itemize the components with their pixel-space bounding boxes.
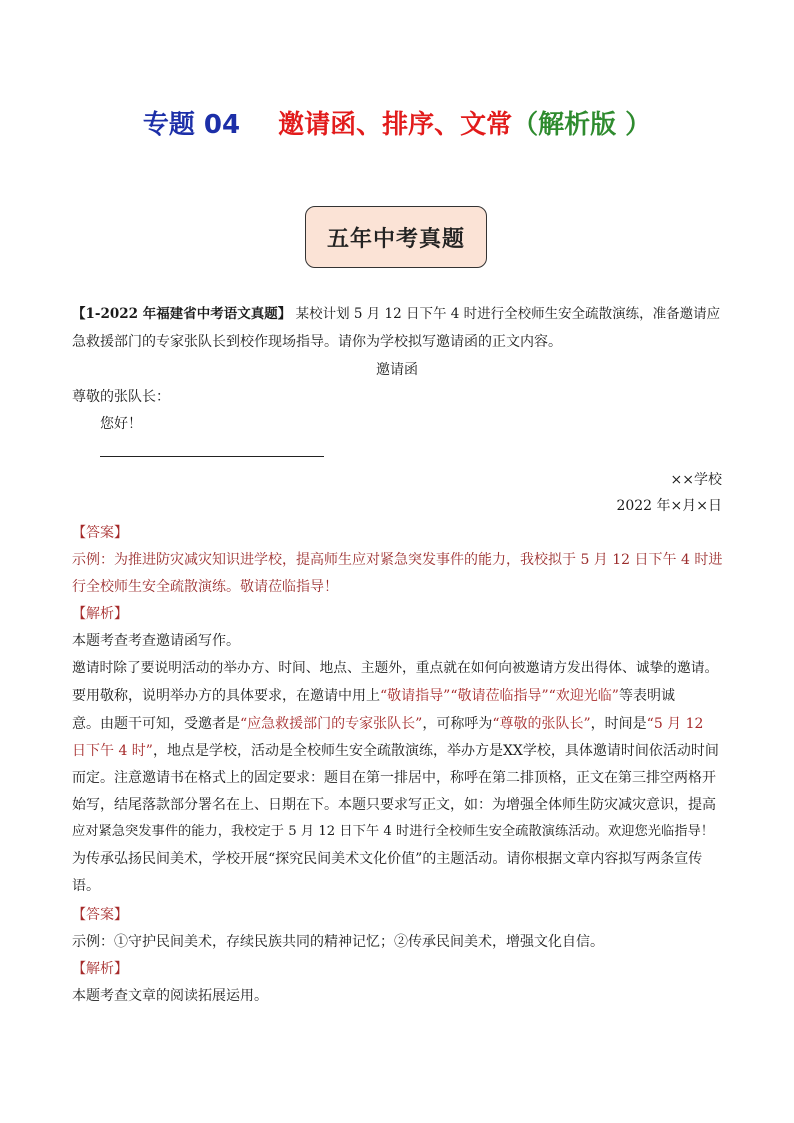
section-banner: 五年中考真题 <box>305 206 487 268</box>
analysis1-line3-text: 要用敬称，说明举办方的具体要求，在邀请中用上 <box>72 688 380 704</box>
answer2-text: 示例：①守护民间美术，存续民族共同的精神记忆；②传承民间美术，增强文化自信。 <box>72 934 604 950</box>
letter-title: 邀请函 <box>376 362 418 378</box>
analysis1-line5-quote: 日下午 4 时” <box>72 743 153 759</box>
analysis1-line3-quote: “敬请指导”“敬请莅临指导”“欢迎光临” <box>380 688 619 704</box>
analysis1-line3 <box>72 686 722 706</box>
answer2-label: 【答案】 <box>72 907 128 923</box>
analysis1-line4-quote-c: “5 月 12 <box>646 716 704 732</box>
answer-blank-line <box>100 456 324 457</box>
question1-stem-line2: 急救援部门的专家张队长到校作现场指导。请你为学校拟写邀请函的正文内容。 <box>72 334 562 350</box>
analysis1-line4-text-a: 意。由题干可知，受邀者是 <box>72 716 240 732</box>
analysis1-line6: 而定。注意邀请书在格式上的固定要求：题目在第一排居中，称呼在第二排顶格，正文在第三排空两格开 <box>72 770 716 786</box>
question1-stem-text: 某校计划 5 月 12 日下午 4 时进行全校师生安全疏散演练，准备邀请应 <box>295 306 721 322</box>
analysis1-label: 【解析】 <box>72 606 128 622</box>
analysis1-line5 <box>72 741 722 761</box>
question2-line2: 语。 <box>72 878 100 894</box>
analysis1-line7: 始写，结尾落款部分署名在上、日期在下。本题只要求写正文，如：为增强全体师生防灾减灾意识，提高 <box>72 797 716 813</box>
question1-tag: 【1-2022 年福建省中考语文真题】 <box>72 306 292 322</box>
question2-line1: 为传承弘扬民间美术，学校开展“探究民间美术文化价值”的主题活动。请你根据文章内容拟写两条宣传 <box>72 851 703 867</box>
letter-salutation: 尊敬的张队长： <box>72 389 170 405</box>
answer1-line2: 行全校师生安全疏散演练。敬请莅临指导！ <box>72 579 338 595</box>
analysis1-line4 <box>72 714 722 734</box>
question1-stem-line1 <box>72 304 722 324</box>
analysis1-line4-text-c: ，时间是 <box>590 716 647 732</box>
analysis1-line5-text: ，地点是学校，活动是全校师生安全疏散演练，举办方是XX学校，具体邀请时间依活动时间 <box>152 743 719 759</box>
analysis2-label: 【解析】 <box>72 961 128 977</box>
letter-greeting: 您好！ <box>100 416 142 432</box>
analysis1-line4-quote-b: “尊敬的张队长” <box>492 716 591 732</box>
analysis1-line4-quote-a: “应急救援部门的专家张队长” <box>240 716 423 732</box>
answer1-line1: 示例：为推进防灾减灾知识进学校，提高师生应对紧急突发事件的能力，我校拟于 5 月 12 日下午 4 时进 <box>72 552 723 568</box>
analysis1-line3-tail: 等表明诚 <box>618 688 675 704</box>
analysis1-line2: 邀请时除了要说明活动的举办方、时间、地点、主题外，重点就在如何向被邀请方发出得体、诚挚的邀请。 <box>72 660 719 676</box>
analysis1-line1: 本题考查考查邀请函写作。 <box>72 633 240 649</box>
title-main: 邀请函、排序、文常 <box>278 110 513 140</box>
page-title <box>0 104 794 141</box>
analysis1-line8: 应对紧急突发事件的能力，我校定于 5 月 12 日下午 4 时进行全校师生安全疏散演练活动。欢迎您光临指导！ <box>72 824 714 839</box>
title-subtitle: （解析版 ） <box>512 110 652 140</box>
analysis1-line4-text-b: ，可称呼为 <box>422 716 493 732</box>
analysis2-text: 本题考查文章的阅读拓展运用。 <box>72 988 268 1004</box>
title-number: 专题 04 <box>142 110 241 140</box>
letter-date: 2022 年×月×日 <box>616 498 722 514</box>
letter-signature: ××学校 <box>670 472 722 488</box>
answer1-label: 【答案】 <box>72 525 128 541</box>
